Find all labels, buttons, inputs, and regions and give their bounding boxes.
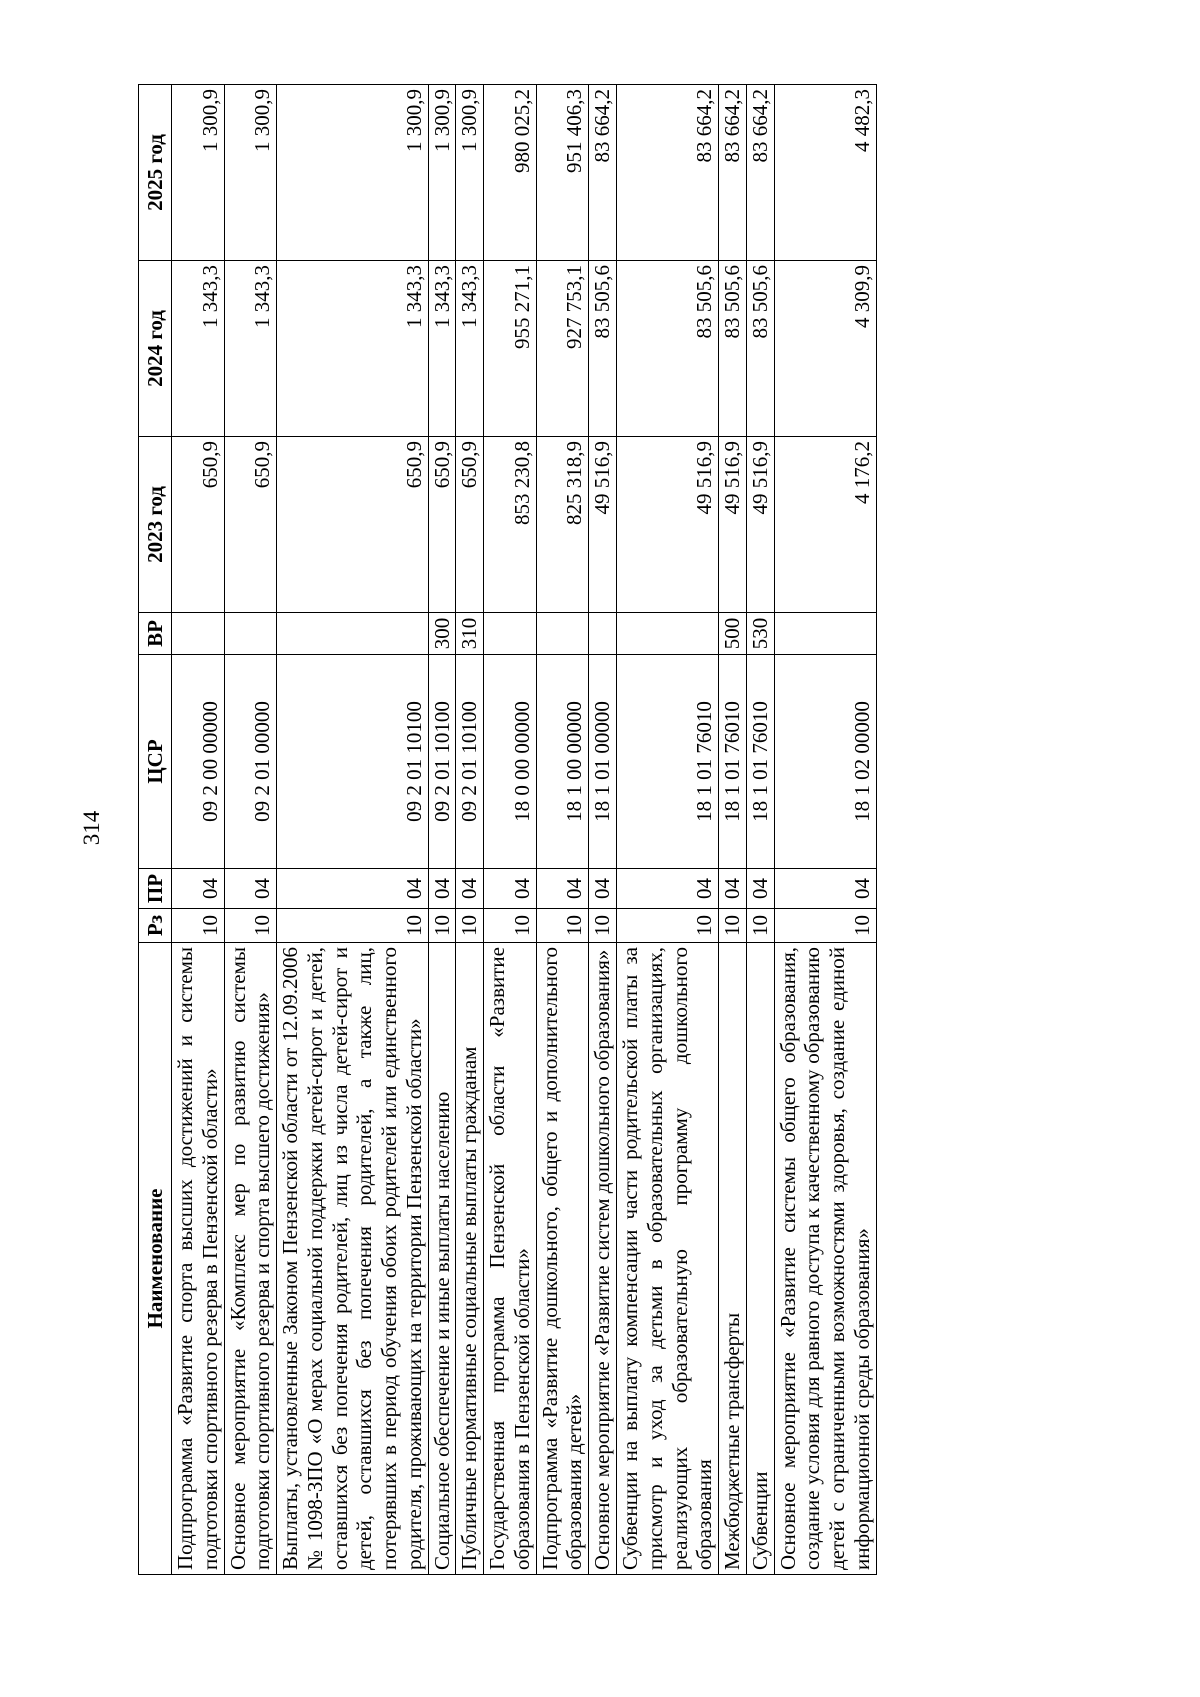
row-pr: 04 [277, 869, 429, 909]
row-2023: 49 516,9 [746, 437, 774, 613]
rotated-sheet [138, 85, 1068, 1575]
table-row [484, 85, 537, 1575]
row-vr [277, 613, 429, 655]
row-name: Основное мероприятие «Развитие системы общего образования, создание условия для равного доступа к качественному образованию детей с ограниченными возможностями здоровья, создание единой информационной среды образования» [774, 943, 876, 1575]
row-2023: 49 516,9 [617, 437, 719, 613]
row-vr [774, 613, 876, 655]
page-number: 314 [79, 810, 104, 846]
row-2025: 980 025,2 [484, 85, 537, 261]
table-row [456, 85, 484, 1575]
row-pr: 04 [172, 869, 225, 909]
row-csr: 18 1 01 00000 [589, 655, 617, 869]
row-csr: 18 1 02 00000 [774, 655, 876, 869]
row-name: Публичные нормативные социальные выплаты гражданам [456, 943, 484, 1575]
row-rz: 10 [774, 909, 876, 943]
row-vr [589, 613, 617, 655]
row-rz: 10 [224, 909, 277, 943]
row-name: Основное мероприятие «Развитие систем дошкольного образования» [589, 943, 617, 1575]
row-pr: 04 [456, 869, 484, 909]
row-vr [536, 613, 589, 655]
row-2025: 951 406,3 [536, 85, 589, 261]
row-rz: 10 [719, 909, 747, 943]
header-rz: Рз [139, 909, 172, 943]
row-vr: 300 [428, 613, 456, 655]
row-pr: 04 [428, 869, 456, 909]
row-csr: 09 2 01 10100 [277, 655, 429, 869]
row-2025: 83 664,2 [746, 85, 774, 261]
row-csr: 18 1 01 76010 [617, 655, 719, 869]
row-2023: 4 176,2 [774, 437, 876, 613]
row-2024: 1 343,3 [172, 261, 225, 437]
row-2025: 4 482,3 [774, 85, 876, 261]
row-2024: 927 753,1 [536, 261, 589, 437]
table-row [746, 85, 774, 1575]
row-2024: 1 343,3 [428, 261, 456, 437]
row-2024: 83 505,6 [617, 261, 719, 437]
row-vr [617, 613, 719, 655]
row-name: Межбюджетные трансферты [719, 943, 747, 1575]
row-2024: 1 343,3 [456, 261, 484, 437]
header-name: Наименование [139, 943, 172, 1575]
row-csr: 09 2 01 00000 [224, 655, 277, 869]
table-row [617, 85, 719, 1575]
table-header-row [139, 85, 172, 1575]
row-name: Основное мероприятие «Комплекс мер по развитию системы подготовки спортивного резерва и спорта высшего достижения» [224, 943, 277, 1575]
row-rz: 10 [456, 909, 484, 943]
row-csr: 09 2 01 10100 [428, 655, 456, 869]
table-row [774, 85, 876, 1575]
row-2023: 825 318,9 [536, 437, 589, 613]
row-pr: 04 [746, 869, 774, 909]
header-2024: 2024 год [139, 261, 172, 437]
header-2023: 2023 год [139, 437, 172, 613]
row-2023: 650,9 [456, 437, 484, 613]
table-row [719, 85, 747, 1575]
row-2024: 1 343,3 [224, 261, 277, 437]
row-vr: 530 [746, 613, 774, 655]
budget-table [138, 84, 877, 1575]
row-2025: 83 664,2 [617, 85, 719, 261]
table-row [224, 85, 277, 1575]
row-rz: 10 [428, 909, 456, 943]
header-pr: ПР [139, 869, 172, 909]
table-row [536, 85, 589, 1575]
row-vr [484, 613, 537, 655]
row-name: Выплаты, установленные Законом Пензенской области от 12.09.2006 № 1098-ЗПО «О мерах социальной поддержки детей-сирот и детей, оставшихся без попечения родителей, лиц из числа детей-сирот и детей, оставшихся без попечения родителей, а также лиц, потерявших в период обучения обоих родителей или единственного родителя, проживающих на территории Пензенской области» [277, 943, 429, 1575]
table-row [589, 85, 617, 1575]
row-pr: 04 [774, 869, 876, 909]
row-name: Подпрограмма «Развитие дошкольного, общего и дополнительного образования детей» [536, 943, 589, 1575]
row-csr: 18 1 01 76010 [719, 655, 747, 869]
row-2025: 1 300,9 [456, 85, 484, 261]
row-rz: 10 [617, 909, 719, 943]
row-csr: 09 2 00 00000 [172, 655, 225, 869]
row-name: Государственная программа Пензенской области «Развитие образования в Пензенской области» [484, 943, 537, 1575]
row-2025: 83 664,2 [589, 85, 617, 261]
row-name: Социальное обеспечение и иные выплаты населению [428, 943, 456, 1575]
row-pr: 04 [536, 869, 589, 909]
header-2025: 2025 год [139, 85, 172, 261]
row-rz: 10 [277, 909, 429, 943]
row-pr: 04 [617, 869, 719, 909]
row-2023: 650,9 [428, 437, 456, 613]
row-2023: 650,9 [172, 437, 225, 613]
row-csr: 18 1 00 00000 [536, 655, 589, 869]
row-2024: 83 505,6 [589, 261, 617, 437]
row-pr: 04 [589, 869, 617, 909]
row-rz: 10 [536, 909, 589, 943]
row-2023: 650,9 [224, 437, 277, 613]
row-2023: 49 516,9 [719, 437, 747, 613]
row-vr [224, 613, 277, 655]
row-2025: 1 300,9 [172, 85, 225, 261]
row-pr: 04 [224, 869, 277, 909]
row-rz: 10 [484, 909, 537, 943]
row-pr: 04 [719, 869, 747, 909]
row-2024: 1 343,3 [277, 261, 429, 437]
table-row [277, 85, 429, 1575]
row-name: Подпрограмма «Развитие спорта высших достижений и системы подготовки спортивного резерва в Пензенской области» [172, 943, 225, 1575]
row-2023: 49 516,9 [589, 437, 617, 613]
row-2024: 83 505,6 [746, 261, 774, 437]
table-row [428, 85, 456, 1575]
row-csr: 09 2 01 10100 [456, 655, 484, 869]
header-vr: ВР [139, 613, 172, 655]
row-rz: 10 [746, 909, 774, 943]
row-rz: 10 [589, 909, 617, 943]
row-csr: 18 0 00 00000 [484, 655, 537, 869]
row-name: Субвенции на выплату компенсации части родительской платы за присмотр и уход за детьми в образовательных организациях, реализующих образовательную программу дошкольного образования [617, 943, 719, 1575]
row-2025: 83 664,2 [719, 85, 747, 261]
row-vr [172, 613, 225, 655]
row-2023: 853 230,8 [484, 437, 537, 613]
row-2024: 955 271,1 [484, 261, 537, 437]
row-csr: 18 1 01 76010 [746, 655, 774, 869]
table-row [172, 85, 225, 1575]
row-vr: 500 [719, 613, 747, 655]
row-2025: 1 300,9 [277, 85, 429, 261]
row-2025: 1 300,9 [428, 85, 456, 261]
row-2025: 1 300,9 [224, 85, 277, 261]
row-rz: 10 [172, 909, 225, 943]
row-pr: 04 [484, 869, 537, 909]
row-2024: 83 505,6 [719, 261, 747, 437]
header-csr: ЦСР [139, 655, 172, 869]
row-vr: 310 [456, 613, 484, 655]
row-name: Субвенции [746, 943, 774, 1575]
row-2024: 4 309,9 [774, 261, 876, 437]
row-2023: 650,9 [277, 437, 429, 613]
